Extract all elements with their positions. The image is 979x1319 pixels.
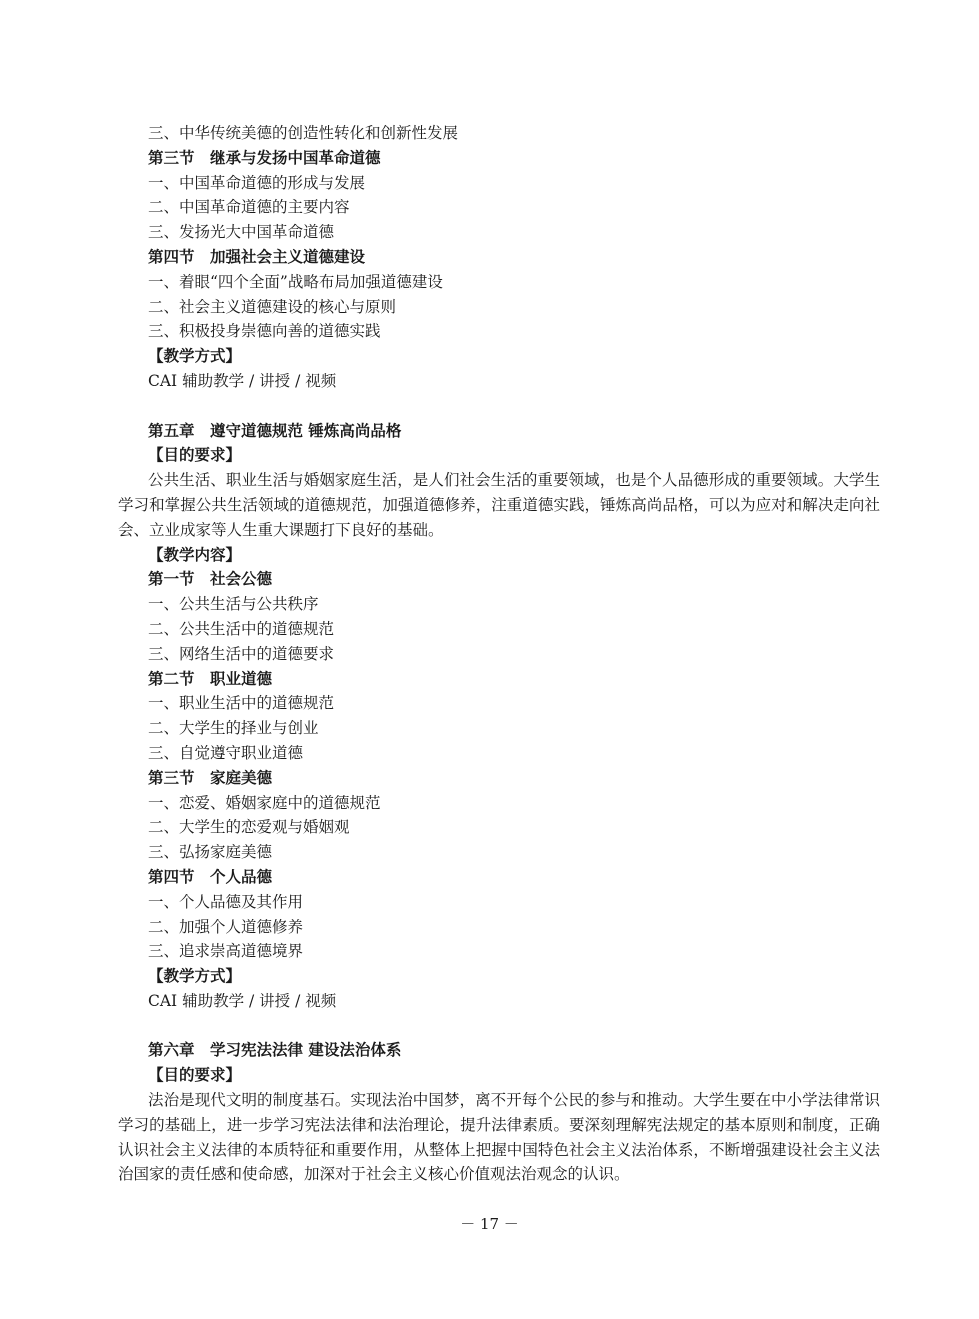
chapter-title: 第五章 遵守道德规范 锤炼高尚品格 <box>148 420 402 440</box>
list-item: 二、公共生活中的道德规范 <box>148 619 335 638</box>
list-item: 二、大学生的恋爱观与婚姻观 <box>148 818 350 837</box>
method-label: 【教学方式】 <box>148 966 242 986</box>
section-heading: 第四节 个人品德 <box>148 866 273 886</box>
spacer <box>118 394 880 419</box>
chapter-title: 第六章 学习宪法法律 建设法治体系 <box>148 1040 402 1060</box>
page-content <box>118 121 880 1187</box>
goal-label: 【目的要求】 <box>148 445 242 465</box>
goal-paragraph: 公共生活、职业生活与婚姻家庭生活，是人们社会生活的重要领域，也是个人品德形成的重要领域。大学生学习和掌握公共生活领域的道德规范，加强道德修养，注重道德实践，锤炼高尚品格，可以为应对和解决走向社会、立业成家等人生重大课题打下良好的基础。 <box>118 471 880 539</box>
goal-label: 【目的要求】 <box>148 1065 242 1085</box>
list-item: 三、网络生活中的道德要求 <box>148 644 335 663</box>
list-item: 三、追求崇高道德境界 <box>148 942 304 961</box>
list-item: 一、职业生活中的道德规范 <box>148 694 335 713</box>
list-item: 三、发扬光大中国革命道德 <box>148 223 335 242</box>
list-item: 二、社会主义道德建设的核心与原则 <box>148 297 397 316</box>
page-number: － 17 － <box>460 1215 519 1233</box>
list-item: 三、弘扬家庭美德 <box>148 843 273 862</box>
section-heading: 第二节 职业道德 <box>148 668 273 688</box>
spacer <box>118 1014 880 1039</box>
method-label: 【教学方式】 <box>148 346 242 366</box>
list-item: 三、积极投身崇德向善的道德实践 <box>148 322 381 341</box>
goal-paragraph: 法治是现代文明的制度基石。实现法治中国梦，离不开每个公民的参与和推动。大学生要在中小学法律常识学习的基础上，进一步学习宪法法律和法治理论，提升法律素质。要深刻理解宪法规定的基本原则和制度，正确认识社会主义法律的本质特征和重要作用，从整体上把握中国特色社会主义法治体系，不断增强建设社会主义法治国家的责任感和使命感，加深对于社会主义核心价值观法治观念的认识。 <box>118 1091 880 1184</box>
list-item: 一、公共生活与公共秩序 <box>148 595 319 614</box>
content-label: 【教学内容】 <box>148 544 242 564</box>
list-item: 二、中国革命道德的主要内容 <box>148 198 350 217</box>
list-item: 二、大学生的择业与创业 <box>148 719 319 738</box>
section-heading: 第一节 社会公德 <box>148 569 273 589</box>
section-heading: 第三节 继承与发扬中国革命道德 <box>148 147 381 167</box>
list-item: 一、着眼“四个全面”战略布局加强道德建设 <box>148 272 443 291</box>
list-item: 三、自觉遵守职业道德 <box>148 743 304 762</box>
method-text: CAI 辅助教学 / 讲授 / 视频 <box>148 371 337 390</box>
list-item: 二、加强个人道德修养 <box>148 917 304 936</box>
method-text: CAI 辅助教学 / 讲授 / 视频 <box>148 991 337 1010</box>
list-item: 一、恋爱、婚姻家庭中的道德规范 <box>148 793 381 812</box>
list-item: 一、个人品德及其作用 <box>148 892 304 911</box>
list-item: 一、中国革命道德的形成与发展 <box>148 173 366 192</box>
section-heading: 第三节 家庭美德 <box>148 767 273 787</box>
section-heading: 第四节 加强社会主义道德建设 <box>148 246 366 266</box>
list-item: 三、中华传统美德的创造性转化和创新性发展 <box>148 124 459 142</box>
